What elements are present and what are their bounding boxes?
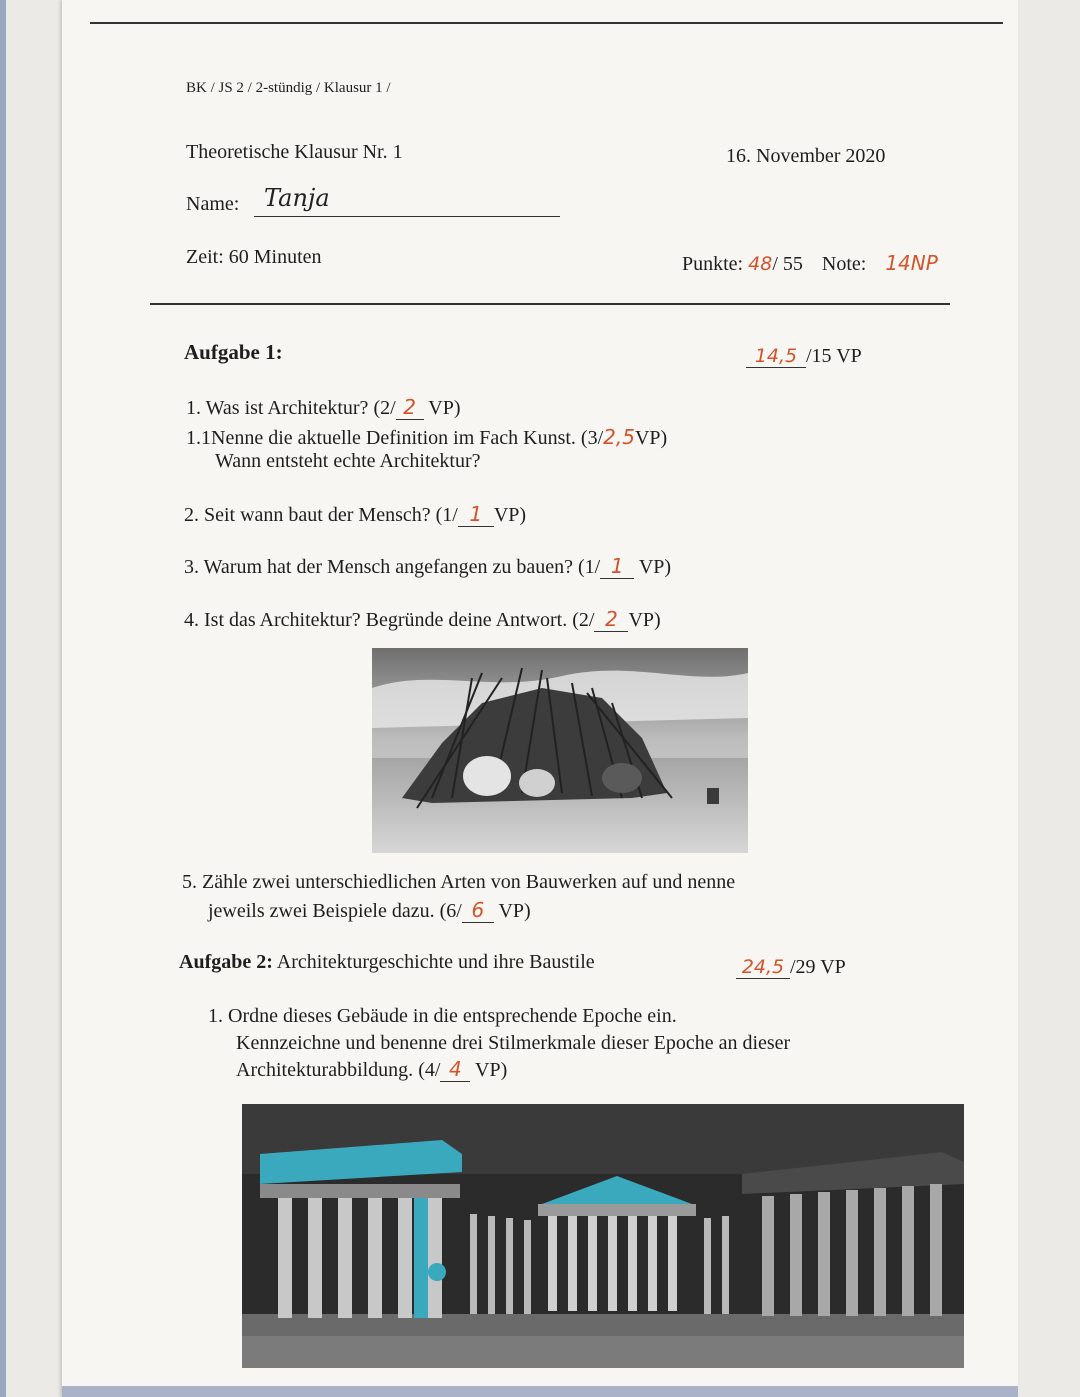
q5-score: 6 [462,898,494,923]
points-total: / 55 [772,253,803,275]
aufgabe1-title: Aufgabe 1: [184,340,283,364]
name-line [254,216,560,217]
question-1-2 [184,502,526,527]
scan-edge [0,0,6,1397]
question-2-1 [236,1057,507,1082]
q1-prefix: (2/ [373,397,396,419]
q2-suffix: VP) [493,504,527,526]
aufgabe1-score-total: /15 VP [806,345,862,367]
q2-score: 1 [458,502,494,527]
q11-score: 2,5 [603,425,635,449]
q5-suffix: VP) [498,900,531,922]
q11-text: 1.1Nenne die aktuelle Definition im Fach Kunst. [186,427,576,449]
a2-q1-prefix: (4/ [418,1059,441,1081]
hut-image [372,648,748,853]
building-photo [242,1104,964,1368]
q5-line1: 5. Zähle zwei unterschiedlichen Arten von Bauwerken auf und nenne [182,871,736,893]
points-label: Punkte: [682,253,744,275]
aufgabe1-score [746,345,862,368]
points-value: 48 [748,253,773,275]
aufgabe2-title [179,951,595,974]
aufgabe2-score-total: /29 VP [790,956,846,978]
grade-label: Note: [821,253,867,275]
aufgabe2-score-value: 24,5 [736,956,790,979]
hut-photo [372,648,748,853]
q4-suffix: VP) [628,609,661,631]
q3-prefix: (1/ [577,556,601,578]
q4-text: 4. Ist das Architektur? Begründe deine Antwort. [184,609,568,631]
name-label: Name: [186,193,240,215]
q1-text: 1. Was ist Architektur? [186,397,369,419]
question-1-5 [208,898,531,923]
q5-prefix: (6/ [439,900,462,922]
aufgabe2-title-rest: Architekturgeschichte und ihre Baustile [276,951,595,973]
q1-suffix: VP) [428,397,461,419]
q2-prefix: (1/ [435,504,458,526]
q11-line2: Wann entsteht echte Architektur? [215,450,481,472]
question-1-1-1 [186,425,667,450]
course-line: BK / JS 2 / 2-stündig / Klausur 1 / [186,80,391,96]
exam-sheet [62,0,1018,1397]
q4-prefix: (2/ [572,609,595,631]
aufgabe2-title-bold: Aufgabe 2: [179,951,273,973]
building-image [242,1104,964,1368]
exam-date: 16. November 2020 [726,145,886,167]
time-label: Zeit: 60 Minuten [186,246,322,268]
a2-q1-suffix: VP) [475,1059,508,1081]
points-block [682,251,938,276]
a2-q1-line1: 1. Ordne dieses Gebäude in die entsprechende Epoche ein. [208,1005,677,1027]
name-value: Tanja [264,184,330,212]
q3-text: 3. Warum hat der Mensch angefangen zu bauen? [184,556,573,578]
q11-suffix: VP) [634,427,668,449]
q1-score: 2 [396,395,424,420]
q4-score: 2 [594,607,628,632]
a2-q1-score: 4 [440,1057,470,1082]
aufgabe2-score [736,956,846,979]
question-1-4 [184,607,661,632]
q2-text: 2. Seit wann baut der Mensch? [184,504,431,526]
exam-title: Theoretische Klausur Nr. 1 [186,141,403,163]
header-rule [150,303,950,305]
scan-bottom-edge [62,1386,1018,1397]
a2-q1-line2: Kennzeichne und benenne drei Stilmerkmale dieser Epoche an dieser [236,1032,791,1054]
aufgabe1-score-value: 14,5 [746,345,806,368]
a2-q1-text: Architekturabbildung. [236,1059,414,1081]
q3-suffix: VP) [638,556,672,578]
q3-score: 1 [600,554,634,579]
question-1-1 [186,395,461,420]
q5-text: jeweils zwei Beispiele dazu. [208,900,435,922]
q11-prefix: (3/ [580,427,604,449]
top-rule [90,22,1003,24]
grade-value: 14NP [885,251,938,275]
question-1-3 [184,554,671,579]
